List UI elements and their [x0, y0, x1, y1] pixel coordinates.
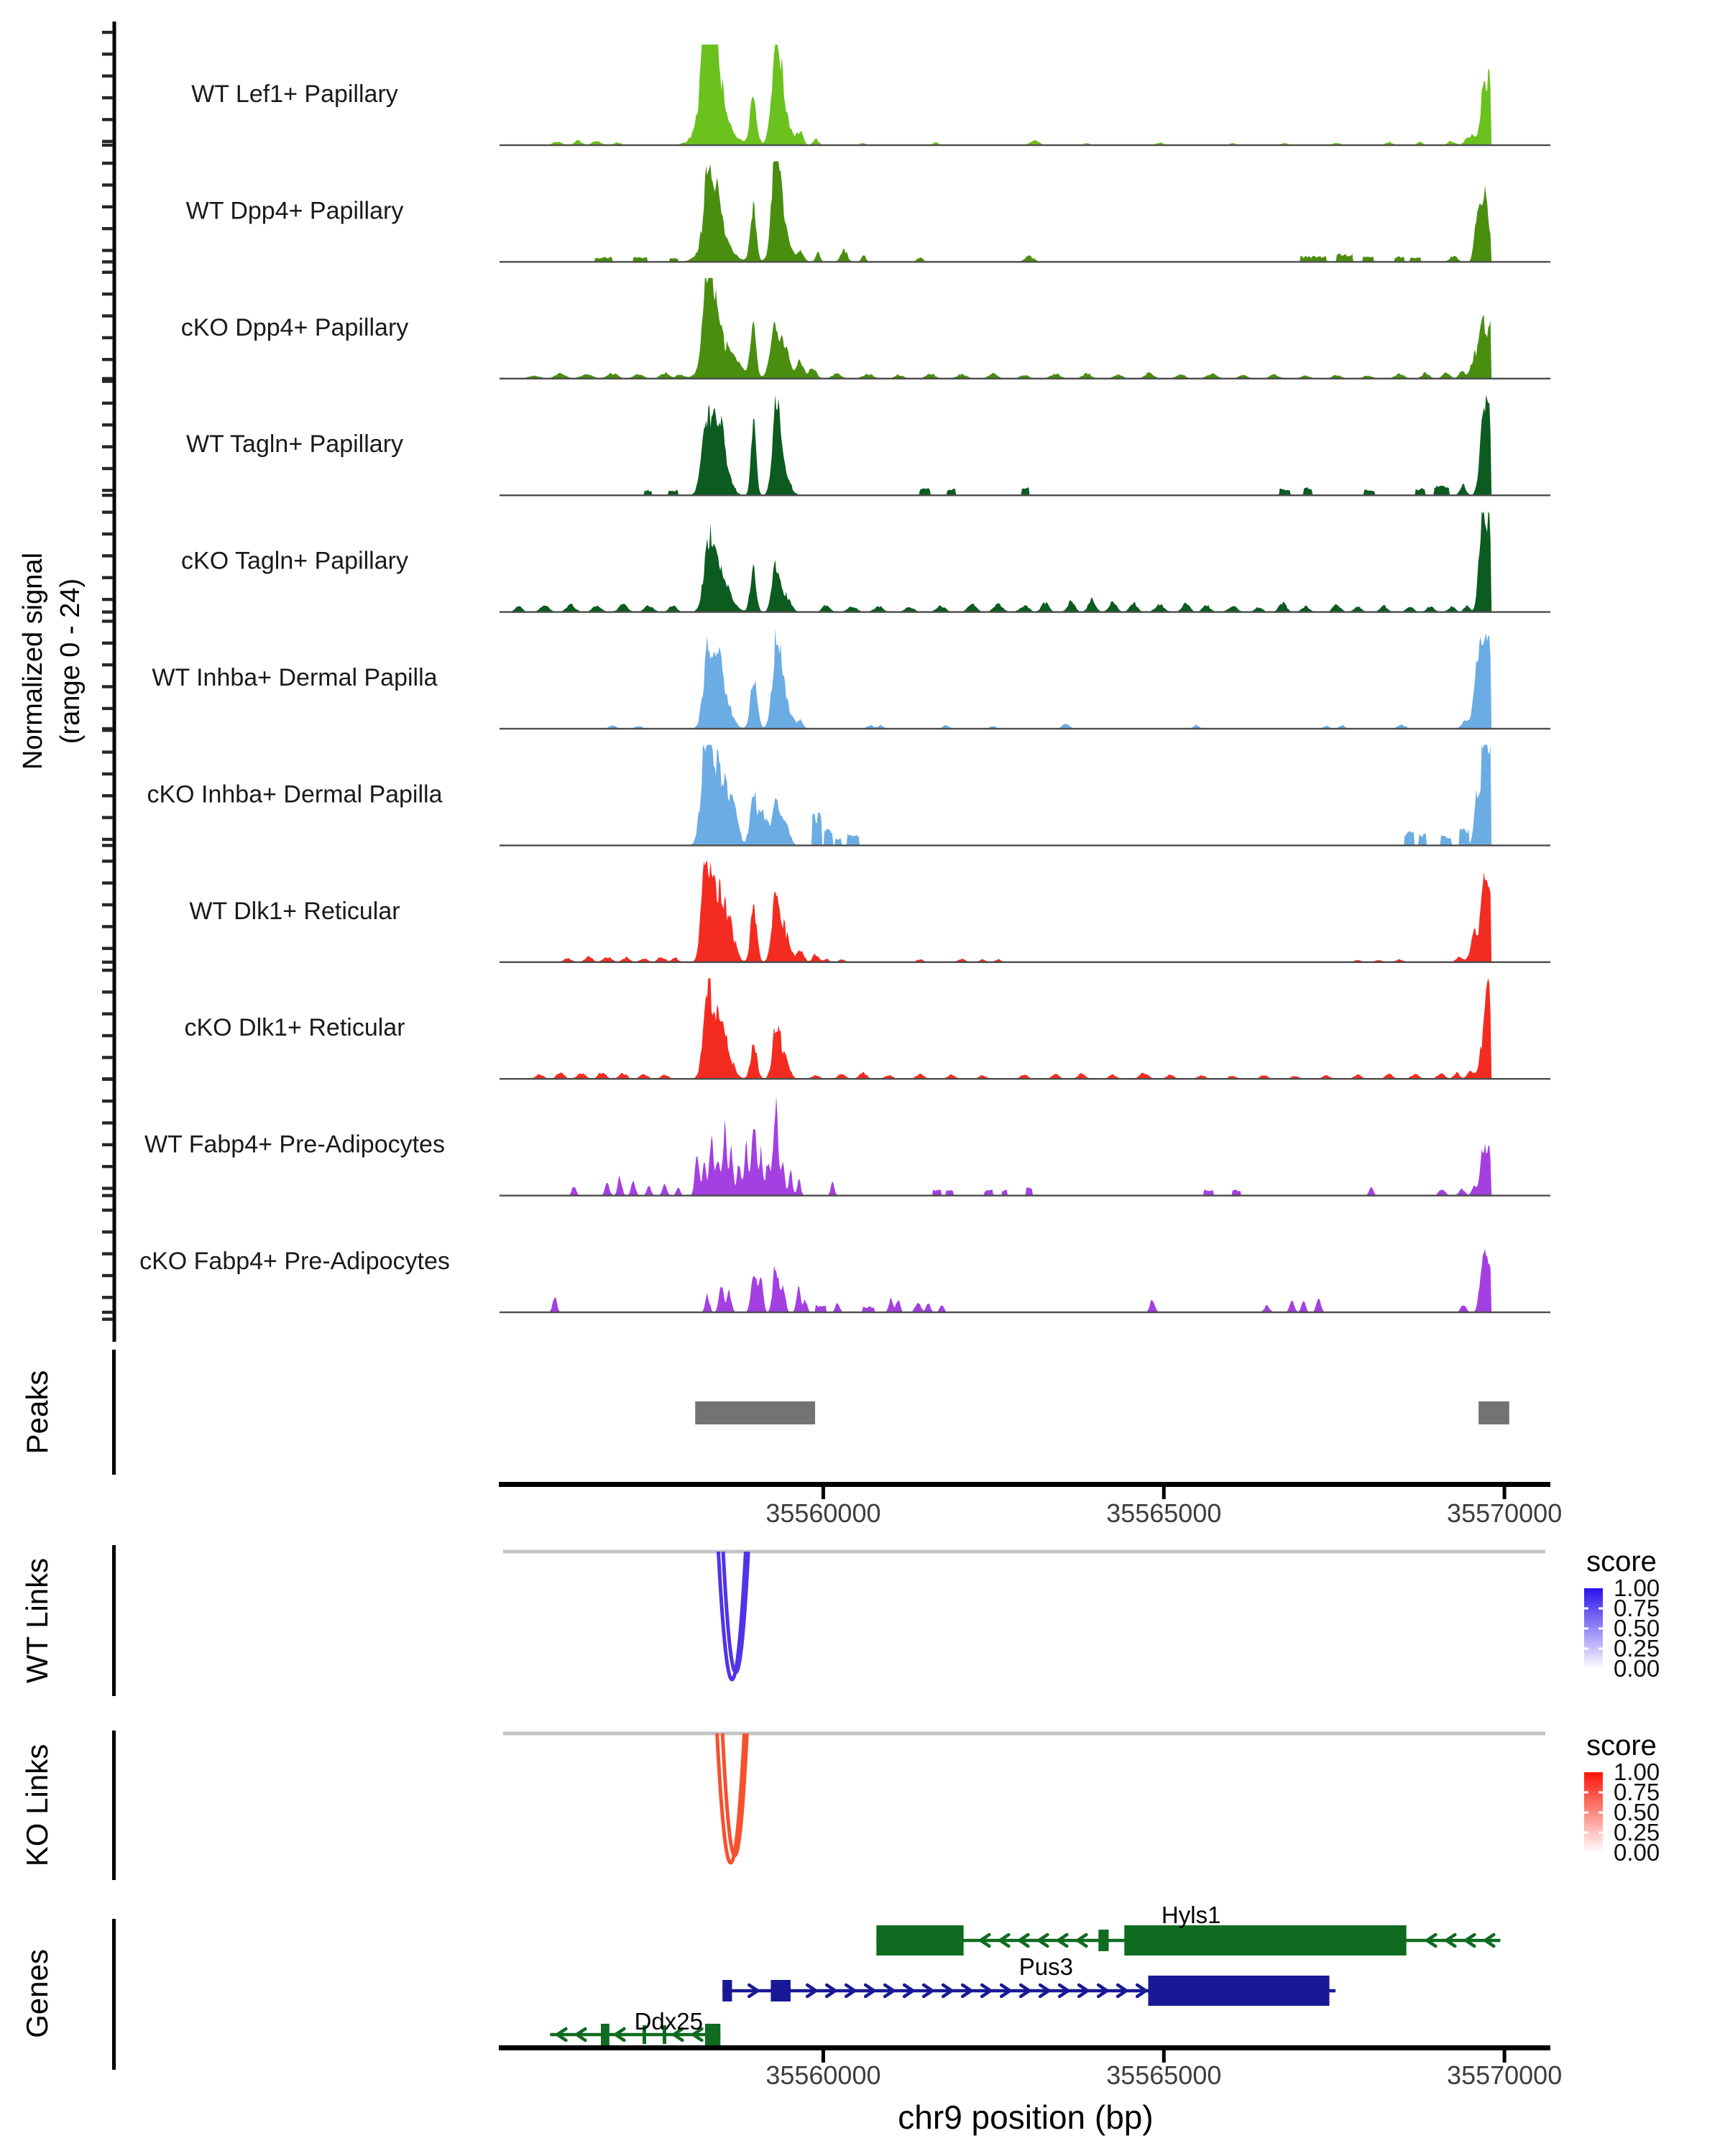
coverage-track — [189, 862, 1550, 963]
track-label: WT Dlk1+ Reticular — [189, 897, 400, 925]
coverage-track — [147, 745, 1550, 846]
coverage-track — [181, 278, 1550, 379]
gene-model — [550, 2008, 720, 2045]
y-axis-tick — [102, 162, 113, 165]
coverage-track — [184, 978, 1550, 1079]
score-legend-title: score — [1586, 1730, 1657, 1761]
track-baseline — [500, 494, 1550, 496]
y-axis-tick — [102, 925, 113, 928]
score-legend-tick-label: 0.25 — [1614, 1635, 1660, 1662]
coverage-track — [181, 512, 1550, 613]
signal-area — [503, 161, 1545, 262]
y-axis-tick — [102, 1034, 113, 1037]
y-axis-tick — [102, 1077, 113, 1080]
x-axis-title: chr9 position (bp) — [898, 2099, 1154, 2136]
score-legend — [1584, 1730, 1660, 1866]
gene-exon — [1124, 1925, 1406, 1955]
y-axis-tick — [102, 707, 113, 710]
y-axis-tick — [102, 467, 113, 470]
score-gradient-notch — [1584, 1608, 1588, 1610]
y-axis-tick — [102, 881, 113, 884]
track-label: WT Fabp4+ Pre-Adipocytes — [144, 1130, 445, 1158]
y-axis-tick — [102, 52, 113, 55]
track-label: WT Dpp4+ Papillary — [185, 197, 404, 225]
y-axis-tick — [102, 794, 113, 797]
y-axis-tick — [102, 1252, 113, 1255]
score-legend-tick-label: 0.75 — [1614, 1595, 1660, 1621]
x-axis-tick-label: 35565000 — [1106, 1498, 1222, 1528]
section-label-genes: Genes — [20, 1949, 54, 2038]
y-axis-tick — [102, 292, 113, 295]
y-axis-tick — [102, 402, 113, 405]
peak-region-bar — [1478, 1401, 1509, 1424]
y-axis-tick — [102, 554, 113, 557]
gene-model — [722, 1953, 1335, 2006]
signal-area — [503, 1097, 1545, 1196]
x-axis-line — [499, 2045, 1550, 2050]
section-bracket — [112, 1919, 116, 2070]
genes-row — [550, 1902, 1500, 2045]
section-label-ko-links: KO Links — [20, 1743, 54, 1867]
score-legend-tick-label: 0.00 — [1614, 1839, 1660, 1866]
coverage-track — [186, 395, 1550, 496]
gene-exon — [722, 1980, 732, 2001]
coverage-track — [139, 1248, 1550, 1313]
track-label: WT Tagln+ Papillary — [185, 430, 404, 459]
track-label: WT Lef1+ Papillary — [191, 80, 398, 108]
score-legend-title: score — [1586, 1546, 1657, 1577]
y-axis-tick — [102, 598, 113, 601]
score-gradient-notch — [1598, 1832, 1603, 1834]
score-gradient-notch — [1584, 1648, 1588, 1650]
ko-links-track — [503, 1732, 1545, 1864]
y-axis-tick — [102, 1209, 113, 1212]
score-gradient-notch — [1584, 1812, 1588, 1814]
y-axis-tick — [102, 511, 113, 514]
gene-exon — [601, 2024, 610, 2045]
y-axis-tick — [102, 685, 113, 688]
y-axis-tick — [102, 1311, 113, 1314]
x-axis-tick — [1503, 1487, 1506, 1499]
score-legend-tick-label: 0.50 — [1614, 1615, 1660, 1641]
peaks-row — [695, 1401, 1509, 1424]
y-axis-tick — [102, 1187, 113, 1189]
y-axis-tick — [102, 1296, 113, 1299]
y-axis-tick — [102, 494, 113, 497]
section-brackets — [112, 1350, 116, 2070]
track-baseline — [500, 144, 1550, 146]
score-legend — [1584, 1546, 1660, 1682]
score-gradient-notch — [1598, 1792, 1603, 1794]
y-axis-tick — [102, 379, 113, 382]
y-axis-tick — [102, 336, 113, 339]
y-axis-tick — [102, 1194, 113, 1197]
signal-area — [503, 45, 1545, 145]
signal-area — [503, 745, 1545, 845]
x-axis-tick — [822, 1487, 825, 1499]
y-axis-tick — [102, 576, 113, 579]
y-axis-tick — [102, 445, 113, 448]
x-axis-line — [499, 1482, 1550, 1487]
y-axis-label-line2: (range 0 - 24) — [55, 578, 86, 745]
track-label: cKO Tagln+ Papillary — [181, 547, 408, 575]
signal-area — [503, 395, 1545, 495]
y-axis-tick — [102, 1121, 113, 1124]
x-axis-tick-label: 35570000 — [1447, 1498, 1563, 1528]
score-gradient-notch — [1584, 1792, 1588, 1794]
track-baseline — [500, 728, 1550, 729]
track-baseline — [500, 378, 1550, 379]
track-baseline — [500, 261, 1550, 262]
score-legend-tick-label: 0.00 — [1614, 1655, 1660, 1682]
score-legend-tick-label: 1.00 — [1614, 1575, 1660, 1601]
y-axis-tick — [102, 1056, 113, 1059]
links-baseline — [503, 1550, 1545, 1554]
genes-x-axis — [499, 2045, 1562, 2090]
gene-name-label: Ddx25 — [634, 2008, 703, 2035]
y-axis-tick — [102, 1143, 113, 1146]
y-axis-tick — [102, 1274, 113, 1277]
section-bracket — [112, 1731, 116, 1880]
y-axis-tick — [102, 1165, 113, 1168]
signal-area — [503, 628, 1545, 729]
y-axis-tick — [102, 642, 113, 645]
y-axis-tick — [102, 423, 113, 426]
track-baseline — [500, 844, 1550, 846]
peaks-x-axis — [499, 1482, 1562, 1528]
score-gradient-notch — [1598, 1628, 1603, 1630]
coverage-track — [152, 628, 1550, 729]
track-label: WT Inhba+ Dermal Papilla — [152, 664, 438, 691]
gene-name-label: Hyls1 — [1161, 1902, 1221, 1928]
gene-model — [876, 1902, 1500, 1955]
gene-exon — [770, 1980, 790, 2001]
x-axis-tick-label: 35560000 — [765, 1498, 881, 1528]
signal-area — [503, 862, 1545, 962]
y-axis-tick — [102, 816, 113, 819]
y-axis-tick — [102, 260, 113, 263]
y-axis-tick — [102, 227, 113, 230]
score-legend-tick-label: 0.75 — [1614, 1779, 1660, 1805]
section-label-wt-links: WT Links — [20, 1557, 54, 1684]
y-axis-label-line1: Normalized signal — [18, 552, 48, 770]
peak-region-bar — [695, 1401, 815, 1424]
score-gradient-notch — [1598, 1608, 1603, 1610]
track-baseline — [500, 1194, 1550, 1196]
y-axis-tick — [102, 844, 113, 847]
y-axis-tick — [102, 358, 113, 361]
y-axis-tick — [102, 206, 113, 208]
y-axis-tick — [102, 727, 113, 730]
links-baseline — [503, 1732, 1545, 1736]
coverage-tracks — [139, 45, 1550, 1313]
y-axis-tick — [102, 140, 113, 143]
track-label: cKO Dlk1+ Reticular — [184, 1014, 405, 1042]
track-baseline — [500, 1078, 1550, 1079]
coverage-track — [144, 1097, 1550, 1197]
y-axis-tick — [102, 96, 113, 99]
gene-exon — [1148, 1976, 1329, 2006]
x-axis-tick-label: 35560000 — [765, 2060, 881, 2090]
score-gradient-notch — [1584, 1832, 1588, 1834]
y-axis-tick — [102, 533, 113, 535]
signal-area — [503, 978, 1545, 1079]
x-axis-tick-label: 35570000 — [1447, 2060, 1563, 2090]
track-baseline — [500, 962, 1550, 963]
gene-exon — [705, 2024, 720, 2045]
signal-area — [503, 278, 1545, 379]
track-label: cKO Inhba+ Dermal Papilla — [147, 780, 443, 808]
score-legend-tick-label: 0.25 — [1614, 1819, 1660, 1846]
coverage-track — [191, 45, 1550, 146]
y-axis-tick — [102, 144, 113, 147]
y-axis-tick — [102, 314, 113, 317]
score-gradient-notch — [1598, 1648, 1603, 1650]
links-rows — [503, 1546, 1660, 1866]
score-gradient-notch — [1598, 1812, 1603, 1814]
y-axis-tick — [102, 31, 113, 34]
signal-area — [503, 512, 1545, 612]
y-axis-tick — [102, 990, 113, 993]
y-axis-tick — [102, 619, 113, 622]
gene-exon — [876, 1925, 963, 1955]
section-label-peaks: Peaks — [20, 1370, 54, 1455]
y-axis-tick — [102, 961, 113, 964]
y-axis-tick — [102, 663, 113, 666]
y-axis-line — [113, 22, 116, 1342]
score-legend-tick-label: 1.00 — [1614, 1759, 1660, 1785]
y-axis-tick — [102, 610, 113, 613]
signal-y-axis — [102, 22, 116, 1342]
track-label: cKO Fabp4+ Pre-Adipocytes — [139, 1248, 450, 1275]
y-axis-tick — [102, 271, 113, 274]
track-baseline — [500, 1312, 1550, 1313]
y-axis-tick — [102, 489, 113, 492]
y-axis-tick — [102, 969, 113, 972]
y-axis-tick — [102, 1230, 113, 1233]
x-axis-tick — [1162, 1487, 1166, 1499]
y-axis-tick — [102, 1100, 113, 1102]
score-legend-tick-label: 0.50 — [1614, 1799, 1660, 1825]
track-label: cKO Dpp4+ Papillary — [180, 313, 409, 341]
y-axis-tick — [102, 750, 113, 753]
x-axis-tick-label: 35565000 — [1106, 2060, 1222, 2090]
section-bracket — [112, 1350, 116, 1475]
score-gradient-notch — [1584, 1628, 1588, 1630]
wt-links-track — [503, 1550, 1545, 1680]
gene-name-label: Pus3 — [1018, 1953, 1073, 1980]
y-axis-tick — [102, 249, 113, 252]
coverage-track — [186, 161, 1550, 262]
track-baseline — [500, 611, 1550, 612]
section-bracket — [112, 1545, 116, 1696]
y-axis-tick — [102, 377, 113, 380]
y-axis-tick — [102, 1317, 113, 1320]
y-axis-tick — [102, 903, 113, 906]
gene-exon — [1098, 1930, 1108, 1951]
y-axis-tick — [102, 183, 113, 186]
y-axis-tick — [102, 1013, 113, 1015]
y-axis-tick — [102, 860, 113, 862]
signal-area — [503, 1249, 1545, 1312]
y-axis-tick — [102, 118, 113, 121]
y-axis-tick — [102, 75, 113, 78]
y-axis-tick — [102, 838, 113, 841]
y-axis-tick — [102, 947, 113, 950]
y-axis-tick — [102, 773, 113, 775]
